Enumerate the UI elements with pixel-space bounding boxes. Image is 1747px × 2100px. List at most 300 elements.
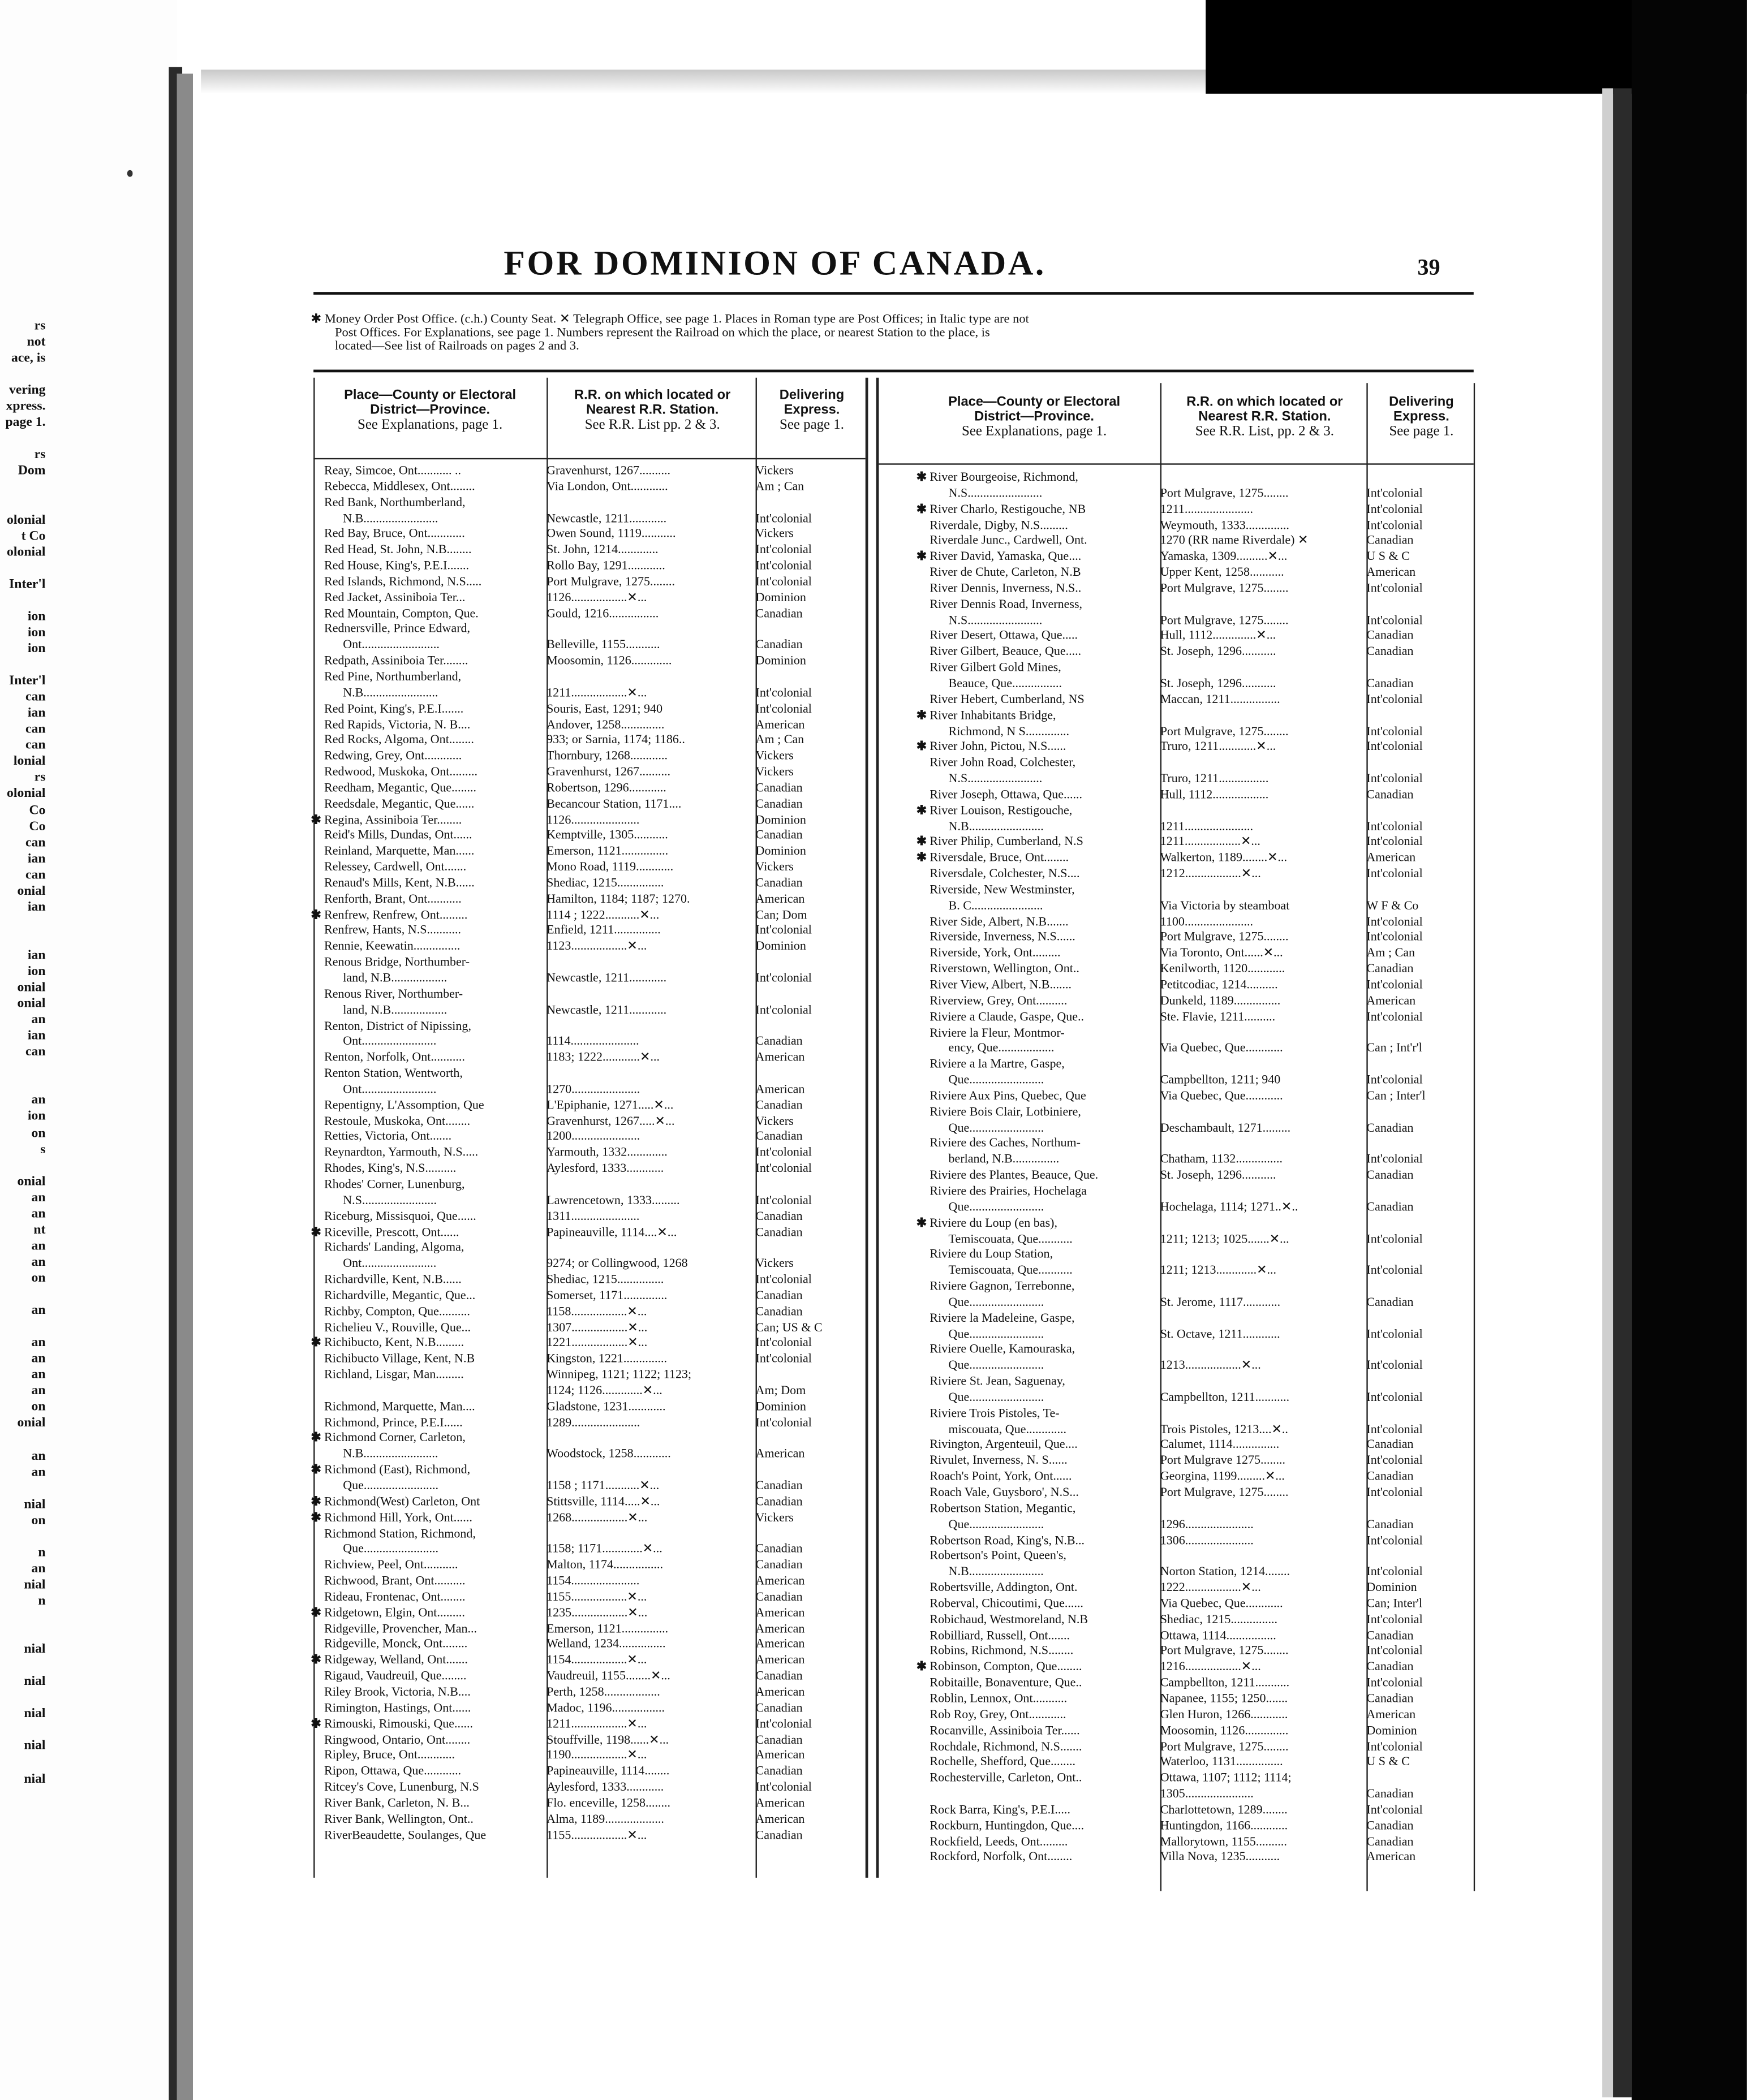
place-name: Riviere Ouelle, Kamouraska, [930, 1344, 1075, 1357]
place-name: Reynardton, Yarmouth, N.S..... [324, 1146, 479, 1161]
railroad-cell [1160, 1455, 1367, 1471]
place-name: Que........................ [948, 1074, 1044, 1088]
place-cell [324, 1575, 547, 1591]
place-name: Ont......................... [343, 639, 440, 653]
express-cell [756, 1290, 863, 1305]
delivering-express: Canadian [1366, 1629, 1414, 1643]
express-cell [756, 1686, 863, 1702]
directory-entry [930, 757, 1473, 788]
railroad-station: 1211; 1213.............✕... [1160, 1264, 1277, 1278]
railroad-station: Gladstone, 1231............ [547, 1400, 666, 1415]
express-cell [756, 846, 863, 861]
railroad-station: 1183; 1222............✕... [547, 1051, 660, 1066]
railroad-cell [1160, 741, 1367, 757]
directory-entry [916, 1661, 1473, 1677]
railroad-station: Via Quebec, Que............ [1160, 1597, 1283, 1611]
header-note: See Explanations, page 1. [358, 417, 503, 433]
express-cell [1366, 1804, 1471, 1819]
facing-page-fragment: can [25, 738, 46, 753]
delivering-express: Can; US & C [755, 1321, 823, 1335]
railroad-cell [1160, 757, 1367, 788]
delivering-express [756, 1179, 863, 1195]
railroad-station: Ste. Flavie, 1211.......... [1160, 1011, 1276, 1024]
place-cell [930, 598, 1160, 630]
place-name: Rockfield, Leeds, Ont......... [930, 1835, 1068, 1849]
place-cell [324, 1163, 547, 1179]
delivering-express: Canadian [755, 1543, 803, 1557]
header-text: Express. [1393, 409, 1449, 425]
railroad-station: 1124; 1126.............✕... [547, 1385, 662, 1399]
express-cell [756, 1782, 863, 1797]
railroad-cell [1160, 1249, 1367, 1280]
express-cell [756, 1670, 863, 1686]
express-cell [1366, 1661, 1471, 1677]
delivering-express [1366, 757, 1471, 773]
place-cell [930, 1090, 1160, 1106]
place-name: Roberval, Chicoutimi, Que...... [930, 1597, 1083, 1611]
directory-entry [324, 1131, 866, 1147]
place-name: Renfrew, Hants, N.S........... [324, 925, 461, 938]
place-cell [324, 1670, 547, 1686]
place-cell [324, 925, 547, 941]
directory-entry [324, 798, 866, 814]
directory-entry [324, 1559, 866, 1575]
delivering-express [756, 497, 863, 512]
express-cell [756, 702, 863, 718]
railroad-station: Moosomin, 1126.............. [1160, 1724, 1289, 1738]
directory-entry [930, 995, 1473, 1011]
place-name: land, N.B.................. [343, 1004, 447, 1017]
railroad-station: Emerson, 1121............... [547, 845, 669, 859]
place-cell [930, 979, 1160, 995]
directory-entry [930, 1693, 1473, 1709]
railroad-station: Becancour Station, 1171.... [547, 797, 682, 812]
express-cell [756, 1099, 863, 1115]
delivering-express [756, 988, 863, 1004]
directory-entry [324, 925, 866, 941]
delivering-express: Vickers [755, 861, 794, 875]
railroad-station: Port Mulgrave, 1275........ [1160, 1486, 1289, 1500]
delivering-express [756, 1020, 863, 1036]
express-cell [756, 560, 863, 576]
facing-page-fragment: nial [24, 1642, 46, 1657]
facing-page-fragment: on [31, 1513, 46, 1528]
express-cell [756, 988, 863, 1020]
facing-page-fragment: nt [33, 1222, 46, 1237]
place-cell [324, 481, 547, 497]
header-text: R.R. on which located or [574, 388, 731, 403]
facing-page-fragment: Inter'l [9, 577, 46, 592]
delivering-express: Int'colonial [755, 1353, 812, 1366]
delivering-express: Canadian [755, 829, 803, 843]
express-cell [1366, 1598, 1471, 1614]
directory-entry [324, 1623, 866, 1638]
directory-entry [324, 1829, 866, 1845]
facing-page-fragment: olonial [7, 545, 46, 560]
delivering-express: Dominion [1366, 1581, 1417, 1596]
railroad-station: Port Mulgrave, 1275........ [1160, 1740, 1289, 1754]
delivering-express [1366, 1503, 1471, 1519]
place-cell [930, 1106, 1160, 1137]
directory-entry [324, 497, 866, 528]
place-cell [324, 861, 547, 877]
place-name: Renton Station, Wentworth, [324, 1067, 463, 1081]
express-cell [756, 544, 863, 560]
railroad-station: 1211..................✕... [547, 1718, 647, 1732]
directory-entry [930, 1058, 1473, 1090]
header-place [316, 389, 544, 433]
place-name: Ringwood, Ontario, Ont........ [324, 1734, 471, 1748]
place-cell [930, 805, 1160, 836]
railroad-station: Shediac, 1215............... [1160, 1613, 1277, 1627]
delivering-express: Int'colonial [1366, 773, 1423, 787]
directory-entry [916, 852, 1473, 868]
railroad-station: Mono Road, 1119............ [547, 861, 674, 875]
money-order-mark: ✱ [311, 1337, 321, 1351]
directory-entry [311, 1718, 866, 1734]
header-express [1369, 395, 1474, 439]
express-cell [756, 1226, 863, 1242]
directory-entry [324, 1575, 866, 1591]
column-rule [866, 378, 868, 1878]
railroad-station: Hull, 1112.................. [1160, 788, 1269, 803]
railroad-station: Gravenhurst, 1267.......... [547, 766, 671, 780]
directory-entry [324, 1400, 866, 1416]
place-name: Reay, Simcoe, Ont........... .. [324, 464, 461, 478]
railroad-station: Aylesford, 1333............ [547, 1162, 664, 1176]
place-name: Temiscouata, Que........... [948, 1232, 1073, 1247]
place-cell [930, 646, 1160, 662]
place-name: Que........................ [948, 1328, 1044, 1342]
directory-entry [930, 1471, 1473, 1486]
railroad-cell [547, 702, 755, 718]
money-order-mark: ✱ [311, 1511, 321, 1525]
place-name: N.S........................ [343, 1194, 437, 1208]
express-cell [756, 1749, 863, 1765]
railroad-station [1160, 1217, 1367, 1233]
express-cell [1366, 1550, 1471, 1582]
place-name: Ridgeville, Monck, Ont........ [324, 1638, 468, 1652]
delivering-express: Canadian [755, 1734, 803, 1748]
railroad-cell [1160, 662, 1367, 693]
directory-entry [930, 1280, 1473, 1312]
railroad-station [547, 1464, 755, 1480]
facing-page-fragment: an [31, 1335, 46, 1351]
delivering-express: Vickers [755, 766, 794, 780]
delivering-express: Int'colonial [755, 559, 812, 573]
facing-page-fragment: an [31, 1383, 46, 1399]
express-cell [1366, 1740, 1471, 1756]
railroad-station: Shediac, 1215............... [547, 877, 664, 891]
directory-entry [930, 1312, 1473, 1344]
railroad-station: Madoc, 1196................. [547, 1702, 665, 1715]
directory-entry [916, 550, 1473, 567]
header-note: See R.R. List pp. 2 & 3. [584, 417, 720, 433]
delivering-express: Am; Dom [755, 1385, 806, 1399]
place-name: Richelieu V., Rouville, Que... [324, 1321, 471, 1335]
place-cell [324, 846, 547, 861]
place-cell [930, 757, 1160, 788]
railroad-station: Enfield, 1211............... [547, 925, 661, 938]
money-order-mark: ✱ [311, 1607, 321, 1620]
place-cell [930, 503, 1160, 519]
directory-entry [916, 741, 1473, 757]
place-name: Que........................ [948, 1296, 1044, 1310]
place-name: River Side, Albert, N.B....... [930, 915, 1069, 929]
directory-entry [311, 1464, 866, 1496]
delivering-express: Canadian [755, 1480, 803, 1494]
place-cell [930, 947, 1160, 963]
delivering-express: Canadian [1366, 1471, 1414, 1485]
directory-entry [930, 1407, 1473, 1439]
railroad-station: 1289...................... [547, 1416, 640, 1430]
delivering-express: Int'colonial [1366, 1153, 1423, 1167]
railroad-cell [1160, 1709, 1367, 1724]
facing-page-fragment: can [25, 835, 46, 850]
place-cell [930, 1455, 1160, 1471]
railroad-station: Papineauville, 1114....✕... [547, 1226, 677, 1240]
place-cell [324, 1131, 547, 1147]
place-cell [324, 1464, 547, 1496]
railroad-station [1160, 805, 1367, 821]
place-name: Robitaille, Bonaventure, Que.. [930, 1677, 1082, 1691]
delivering-express: Canadian [755, 1305, 803, 1319]
express-cell [756, 1464, 863, 1496]
directory-entry [916, 1217, 1473, 1249]
delivering-express [756, 956, 863, 972]
railroad-cell [547, 1290, 755, 1305]
express-cell [756, 893, 863, 909]
railroad-station: Ottawa, 1107; 1112; 1114; [1160, 1772, 1292, 1786]
delivering-express [1366, 884, 1471, 900]
directory-entry [916, 503, 1473, 519]
legend [311, 313, 1471, 353]
place-cell [324, 544, 547, 560]
place-cell [324, 1638, 547, 1654]
place-name: Redwing, Grey, Ont............ [324, 750, 462, 764]
place-name: River Joseph, Ottawa, Que...... [930, 788, 1083, 803]
place-cell [324, 1210, 547, 1226]
place-name: Riverside, Inverness, N.S...... [930, 931, 1075, 945]
directory-entry [324, 1528, 866, 1559]
place-name: Riviere St. Jean, Saguenay, [930, 1375, 1065, 1389]
railroad-cell [547, 1638, 755, 1654]
facing-page-fragment: on [31, 1400, 46, 1415]
place-cell [324, 1623, 547, 1638]
header-underline [313, 458, 866, 459]
facing-page-fragment: can [25, 722, 46, 737]
place-name: Richmond(West) Carleton, Ont [324, 1495, 480, 1510]
directory-entry [930, 662, 1473, 693]
railroad-station [1160, 1058, 1367, 1074]
place-name: River Dennis, Inverness, N.S.. [930, 582, 1082, 596]
delivering-express [1366, 1058, 1471, 1074]
railroad-cell [547, 1226, 755, 1242]
place-name: Riviere du Loup Station, [930, 1248, 1053, 1262]
place-name: Richardville, Kent, N.B...... [324, 1274, 462, 1287]
place-name: Richibucto, Kent, N.B......... [324, 1337, 464, 1351]
express-cell [1366, 1280, 1471, 1312]
railroad-cell [547, 751, 755, 766]
railroad-station: 1126..................✕... [547, 592, 647, 605]
place-name: Richmond Hill, York, Ont...... [324, 1511, 472, 1525]
place-name: N.S........................ [948, 614, 1043, 628]
place-cell [324, 798, 547, 814]
place-cell [324, 941, 547, 956]
directory-entry [324, 1782, 866, 1797]
directory-entry [930, 535, 1473, 551]
railroad-cell [547, 607, 755, 623]
railroad-cell [547, 1099, 755, 1115]
railroad-station: Norton Station, 1214........ [1160, 1566, 1290, 1580]
railroad-station: Walkerton, 1189........✕... [1160, 852, 1288, 866]
header-rule [313, 292, 1474, 295]
railroad-cell [547, 1353, 755, 1369]
place-cell [930, 1486, 1160, 1502]
railroad-station [1160, 472, 1367, 488]
delivering-express: Int'colonial [1366, 519, 1423, 533]
railroad-cell [1160, 1407, 1367, 1439]
railroad-station: Welland, 1234............... [547, 1638, 666, 1652]
delivering-express [756, 1067, 863, 1083]
place-name: Rochesterville, Carleton, Ont.. [930, 1772, 1082, 1786]
place-cell [324, 1400, 547, 1416]
delivering-express: Int'colonial [1366, 1232, 1423, 1247]
place-cell [930, 1709, 1160, 1724]
railroad-cell [1160, 1661, 1367, 1677]
express-cell [756, 576, 863, 592]
express-cell [1366, 995, 1471, 1011]
facing-page-fragment: an [31, 1239, 46, 1254]
express-cell [756, 861, 863, 877]
delivering-express: Int'colonial [1366, 836, 1423, 850]
railroad-cell [547, 655, 755, 671]
place-cell [930, 1598, 1160, 1614]
delivering-express: American [755, 1623, 805, 1636]
header-text: Express. [784, 403, 840, 418]
delivering-express: American [755, 718, 805, 732]
railroad-cell [547, 1369, 755, 1400]
express-cell [756, 1274, 863, 1290]
place-name: Rivington, Argenteuil, Que.... [930, 1439, 1078, 1453]
place-name: Rhodes, King's, N.S.......... [324, 1162, 457, 1176]
delivering-express [1366, 1106, 1471, 1122]
place-cell [930, 1471, 1160, 1486]
railroad-station: Via Victoria by steamboat [1160, 899, 1290, 913]
express-cell [756, 798, 863, 814]
directory-entry [930, 788, 1473, 804]
place-name: Riceville, Prescott, Ont...... [324, 1226, 459, 1240]
railroad-cell [547, 1464, 755, 1496]
railroad-cell [547, 1179, 755, 1210]
delivering-express: American [755, 1448, 805, 1462]
directory-entry [930, 1106, 1473, 1137]
express-cell [1366, 1645, 1471, 1661]
facing-page-fragment: ion [27, 964, 46, 980]
railroad-station: Flo. enceville, 1258........ [547, 1797, 671, 1811]
railroad-cell [1160, 1217, 1367, 1249]
railroad-station: Via London, Ont............ [547, 480, 668, 494]
railroad-cell [1160, 1011, 1367, 1027]
directory-entry [930, 1455, 1473, 1471]
place-name: River Gilbert, Beauce, Que..... [930, 646, 1082, 659]
place-cell [930, 1582, 1160, 1598]
delivering-express: Int'colonial [1366, 1566, 1423, 1580]
railroad-station: 1222..................✕... [1160, 1581, 1261, 1596]
delivering-express [1366, 1407, 1471, 1423]
express-cell [756, 1718, 863, 1734]
place-name: Reedsdale, Megantic, Que...... [324, 797, 475, 812]
railroad-cell [547, 1305, 755, 1321]
place-name: Rockford, Norfolk, Ont........ [930, 1851, 1073, 1865]
header-text: Delivering [1389, 395, 1454, 410]
railroad-cell [547, 830, 755, 846]
express-cell [756, 877, 863, 893]
express-cell [1366, 1582, 1471, 1598]
railroad-station [547, 1067, 755, 1083]
facing-page-fragment: can [25, 1045, 46, 1060]
delivering-express: Dominion [755, 655, 806, 669]
place-name: Red Islands, Richmond, N.S..... [324, 576, 482, 589]
express-cell [756, 1654, 863, 1670]
directory-entry [916, 836, 1473, 852]
railroad-cell [1160, 852, 1367, 868]
place-cell [324, 1512, 547, 1528]
directory-entry [930, 979, 1473, 995]
directory-entry [930, 1852, 1473, 1868]
place-name: River View, Albert, N.B....... [930, 979, 1072, 993]
express-cell [1366, 1614, 1471, 1629]
place-name: Relessey, Cardwell, Ont....... [324, 861, 467, 875]
delivering-express: Int'colonial [755, 1718, 812, 1732]
railroad-cell [1160, 519, 1367, 535]
place-cell [324, 1749, 547, 1765]
railroad-station: St. John, 1214............. [547, 544, 659, 558]
railroad-cell [1160, 1756, 1367, 1772]
place-cell [324, 497, 547, 528]
facing-page-fragment: n [38, 1593, 46, 1609]
railroad-cell [547, 1765, 755, 1781]
railroad-cell [1160, 932, 1367, 947]
directory-entry [324, 671, 866, 702]
directory-entry [324, 1067, 866, 1099]
place-name: Robertsville, Addington, Ont. [930, 1581, 1078, 1596]
railroad-station: 1114 ; 1222...........✕... [547, 908, 660, 922]
facing-page-fragment: lonial [13, 754, 46, 770]
railroad-cell [1160, 1598, 1367, 1614]
facing-page-fragment: ian [27, 899, 46, 915]
place-name: Renfrew, Renfrew, Ont......... [324, 908, 468, 922]
delivering-express: American [755, 1654, 805, 1668]
express-cell [1366, 646, 1471, 662]
directory-entry [930, 1772, 1473, 1804]
directory-entry [930, 1835, 1473, 1851]
railroad-station: Shediac, 1215............... [547, 1274, 664, 1287]
facing-page-fragment: ace, is [11, 351, 46, 366]
railroad-cell [1160, 551, 1367, 567]
place-name: Red Bank, Northumberland, [324, 496, 466, 510]
delivering-express [1366, 1217, 1471, 1233]
express-cell [756, 607, 863, 623]
facing-page-fragment: nial [24, 1706, 46, 1722]
header-text: Place—County or Electoral [344, 388, 517, 403]
facing-page-fragment: nial [24, 1739, 46, 1754]
express-cell [1366, 630, 1471, 646]
directory-entry [930, 1011, 1473, 1027]
directory-entry [930, 583, 1473, 598]
place-cell [324, 1051, 547, 1067]
place-name: N.B........................ [343, 687, 438, 701]
